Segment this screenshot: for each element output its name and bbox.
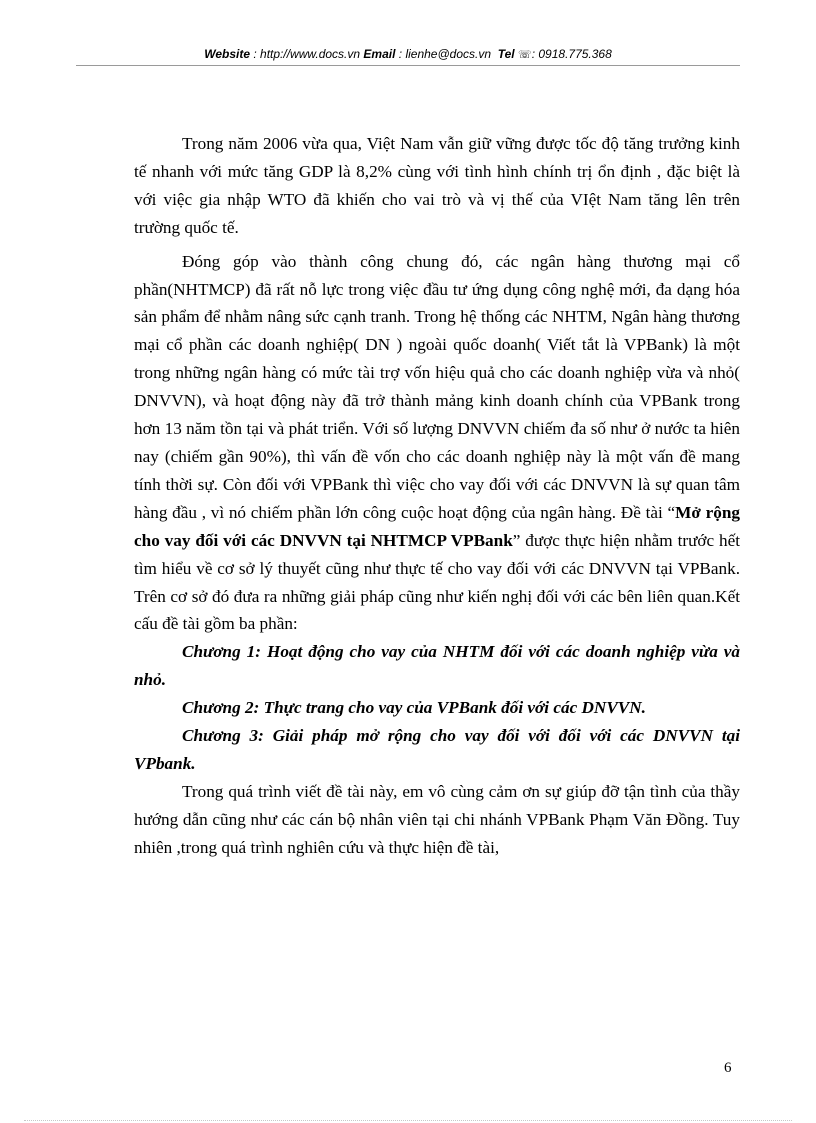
paragraph-contribution xyxy=(134,248,740,639)
paragraph-contribution-text-b: ” được thực hiện nhằm trước hết tìm hiểu về cơ sở lý thuyết cũng như thực tế cho vay đối với các DNVVN tại VPBank. Trên cơ sở đó đưa ra những giải pháp cũng như kiến nghị đối với các bên liên quan.Kết cấu đề tài gồm ba phần: xyxy=(134,530,740,634)
page-number: 6 xyxy=(724,1060,732,1076)
chapter-3: Chương 3: Giải pháp mở rộng cho vay đối với đối với các DNVVN tại VPbank. xyxy=(134,726,740,773)
chapter-2: Chương 2: Thực trang cho vay của VPBank đối với các DNVVN. xyxy=(182,698,646,718)
telephone-icon: ☏ xyxy=(517,49,532,61)
email-label: Email xyxy=(363,47,396,61)
paragraph-intro: Trong năm 2006 vừa qua, Việt Nam vẫn giữ vững được tốc độ tăng trưởng kinh tế nhanh với mức tăng GDP là 8,2% cùng với tình hình chính trị ổn định , đặc biệt là với việc gia nhập WTO đã khiến cho vai trò và vị thế của VIệt Nam tăng lên trên trường quốc tế. xyxy=(134,134,740,237)
website-separator: : xyxy=(250,47,261,61)
email-address[interactable]: lienhe@docs.vn xyxy=(405,47,492,61)
header-divider xyxy=(76,65,740,66)
thesis-title: Mở rộng cho vay đối với các DNVVN tại NHTMCP VPBank xyxy=(134,502,740,550)
email-separator: : xyxy=(395,47,406,61)
tel-label: Tel xyxy=(497,47,515,61)
tel-separator: : xyxy=(531,47,539,61)
page-bottom-border xyxy=(24,1120,792,1121)
website-url[interactable]: http://www.docs.vn xyxy=(260,47,361,61)
website-label: Website xyxy=(204,47,250,61)
page-header xyxy=(76,46,740,63)
document-body xyxy=(134,130,740,862)
paragraph-contribution-text-a: Đóng góp vào thành công chung đó, các ngân hàng thương mại cổ phần(NHTMCP) đã rất nỗ lực trong việc đầu tư ứng dụng công nghệ mới, đa dạng hóa sản phẩm để nhằm nâng sức cạnh tranh. Trong hệ thống các NHTM, Ngân hàng thương mại cổ phần các doanh nghiệp( DN ) ngoài quốc doanh( Viết tắt là VPBank) là một trong những ngân hàng có mức tài trợ vốn hiệu quả cho các doanh nghiệp vừa và nhỏ( DNVVN), và hoạt động này đã trở thành mảng kinh doanh chính của VPBank trong hơn 13 năm tồn tại và phát triển. Với số lượng DNVVN chiếm đa số như ở nước ta hiên nay (chiếm gần 90%), thì vấn đề vốn cho các doanh nghiệp này là một vấn đề mang tính thời sự. Còn đối với VPBank thì việc cho vay đối với các DNVVN là sự quan tâm hàng đầu , vì nó chiếm phần lớn công cuộc hoạt động của ngân hàng. Đề tài “ xyxy=(134,251,740,522)
tel-number: 0918.775.368 xyxy=(538,47,612,61)
chapter-1: Chương 1: Hoạt động cho vay của NHTM đối với các doanh nghiệp vừa và nhỏ. xyxy=(134,642,740,690)
paragraph-acknowledgement: Trong quá trình viết đề tài này, em vô cùng cảm ơn sự giúp đỡ tận tình của thầy hướng dẫn cũng như các cán bộ nhân viên tại chi nhánh VPBank Phạm Văn Đồng. Tuy nhiên ,trong quá trình nghiên cứu và thực hiện đề tài, xyxy=(134,781,740,857)
